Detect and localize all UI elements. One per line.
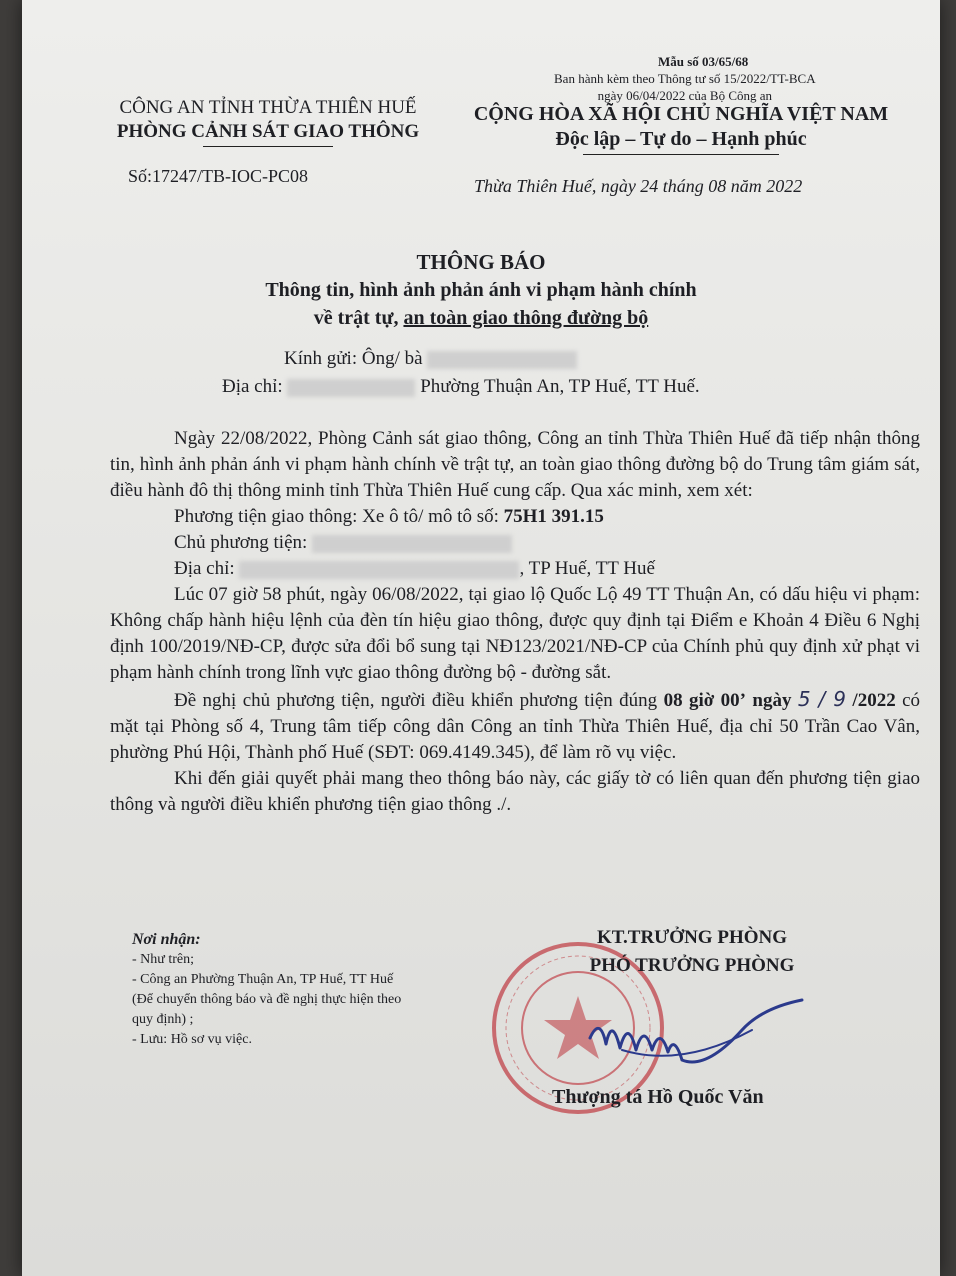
national-motto: CỘNG HÒA XÃ HỘI CHỦ NGHĨA VIỆT NAM Độc lập – Tự do – Hạnh phúc: [444, 102, 918, 155]
handwritten-signature: [582, 980, 812, 1090]
paragraph-summons: Đề nghị chủ phương tiện, người điều khiển phương tiện đúng 08 giờ 00’ ngày 5 / 9 /2022 có mặt tại Phòng số 4, Trung tâm tiếp công dân Công an tỉnh Thừa Thiên Huế, địa chỉ 50 Trần Cao Vân, phường Phú Hội, Thành phố Huế (SĐT: 069.4149.345), để làm rõ vụ việc.: [110, 687, 921, 763]
owner-line: Chủ phương tiện:: [110, 530, 920, 556]
handwritten-date: 5 / 9: [797, 687, 847, 711]
form-basis: Ban hành kèm theo Thông tư số 15/2022/TT-BCA ngày 06/04/2022 của Bộ Công an: [554, 71, 816, 103]
paragraph-intro: Ngày 22/08/2022, Phòng Cảnh sát giao thông, Công an tỉnh Thừa Thiên Huế đã tiếp nhận thông tin, hình ảnh phản ánh vi phạm hành chính về trật tự, an toàn giao thông đường bộ do Trung tâm giám sát, điều hành đô thị thông minh tỉnh Thừa Thiên Huế cung cấp. Qua xác minh, xem xét:: [110, 428, 920, 501]
signature-block: KT.TRƯỞNG PHÒNG PHÓ TRƯỞNG PHÒNG: [589, 927, 795, 976]
agency-underline: [203, 146, 333, 147]
form-number: Mẫu số 03/65/68: [658, 54, 749, 69]
signer-name: Thượng tá Hồ Quốc Văn: [552, 1086, 764, 1108]
document-page: [22, 0, 940, 1276]
document-body: [110, 426, 920, 818]
recipient-greeting: Kính gửi: Ông/ bà: [284, 348, 577, 370]
owner-address-line: Địa chỉ: , TP Huế, TT Huế: [174, 558, 655, 579]
recipient-address: Địa chỉ: Phường Thuận An, TP Huế, TT Huế.: [222, 376, 700, 397]
redacted-owner-address: [239, 561, 519, 579]
paragraph-violation: Lúc 07 giờ 58 phút, ngày 06/08/2022, tại giao lộ Quốc Lộ 49 TT Thuận An, có dấu hiệu vi phạm: Không chấp hành hiệu lệnh của đèn tín hiệu giao thông, được quy định tại Điểm e Khoản 4 Điều 6 Nghị định 100/2019/NĐ-CP, được sửa đổi bổ sung tại NĐ123/2021/NĐ-CP của Chính phủ quy định xử phạt vi phạm hành chính trong lĩnh vực giao thông đường bộ - đường sắt.: [110, 584, 920, 683]
redacted-address: [287, 379, 415, 397]
redacted-name: [427, 351, 577, 369]
recipients-list: Nơi nhận: - Như trên; - Công an Phường Thuận An, TP Huế, TT Huế (Để chuyển thông báo và đề nghị thực hiện theo quy định) ; - Lưu: Hồ sơ vụ việc.: [132, 931, 402, 1047]
issuing-agency: CÔNG AN TỈNH THỪA THIÊN HUẾ PHÒNG CẢNH SÁT GIAO THÔNG: [62, 96, 474, 147]
motto-underline: [583, 154, 779, 155]
paragraph-closing: Khi đến giải quyết phải mang theo thông báo này, các giấy tờ có liên quan đến phương tiện giao thông và người điều khiển phương tiện giao thông ./.: [110, 768, 920, 815]
redacted-owner: [312, 535, 512, 553]
document-number: Số:17247/TB-IOC-PC08: [128, 166, 309, 186]
place-and-date: Thừa Thiên Huế, ngày 24 tháng 08 năm 2022: [474, 176, 803, 196]
document-title: THÔNG BÁO Thông tin, hình ảnh phản ánh vi phạm hành chính về trật tự, an toàn giao thông đường bộ: [265, 250, 697, 329]
vehicle-plate: 75H1 391.15: [503, 506, 604, 527]
vehicle-line: Phương tiện giao thông: Xe ô tô/ mô tô số: 75H1 391.15: [174, 506, 604, 527]
